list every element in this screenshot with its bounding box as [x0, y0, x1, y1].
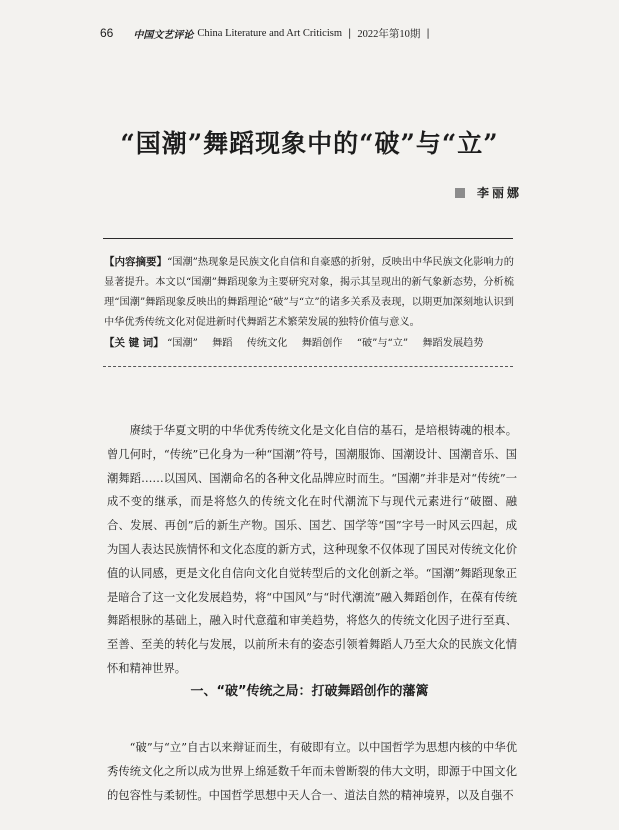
header-separator-end: |	[426, 27, 430, 39]
section-heading: 一、“破”传统之局：打破舞蹈创作的藩篱	[190, 684, 429, 699]
abstract-top-rule	[103, 238, 513, 239]
journal-name-chinese: 中国文艺评论	[133, 29, 194, 41]
body-text-continued	[107, 736, 517, 807]
running-header	[100, 24, 570, 42]
keyword: 舞蹈创作	[301, 338, 343, 349]
article-title: “国潮”舞蹈现象中的“破”与“立”	[120, 129, 499, 158]
journal-name-english: China Literature and Art Criticism	[197, 27, 342, 39]
keyword: 传统文化	[246, 338, 288, 349]
author-square-icon	[455, 188, 465, 198]
header-separator: |	[348, 27, 352, 39]
keyword: 舞蹈发展趋势	[422, 338, 484, 349]
body-text	[107, 419, 517, 681]
abstract-paragraph	[104, 252, 514, 333]
abstract-text: “国潮”热现象是民族文化自信和自豪感的折射，反映出中华民族文化影响力的显著提升。本文以“国潮”舞蹈现象为主要研究对象，揭示其呈现出的新气象新态势，分析梳理“国潮”舞蹈现象反映出的舞蹈理论“破”与“立”的诸多关系及表现，以期更加深刻地认识到中华优秀传统文化对促进新时代舞蹈艺术繁荣发展的独特价值与意义。	[104, 257, 514, 328]
abstract-label: 【内容摘要】	[104, 256, 168, 268]
keywords-label: 【关 键 词】	[104, 337, 164, 349]
page-number: 66	[100, 26, 114, 40]
abstract-block	[104, 252, 514, 354]
author-line	[455, 184, 522, 201]
author-name: 李丽娜	[477, 186, 523, 200]
abstract-bottom-rule	[103, 366, 513, 367]
body-paragraph-1: 赓续于华夏文明的中华优秀传统文化是文化自信的基石，是培根铸魂的根本。曾几何时，“传统”已化身为一种“国潮”符号，国潮服饰、国潮设计、国潮音乐、国潮舞蹈……以国风、国潮命名的各种文化品牌应时而生。“国潮”并非是对“传统”一成不变的继承，而是将悠久的传统文化在时代潮流下与现代元素进行“破圈、融合、发展、再创”后的新生产物。国乐、国艺、国学等“国”字号一时风云四起，成为国人表达民族情怀和文化态度的新方式，这种现象不仅体现了国民对传统文化价值的认同感，更是文化自信向文化自觉转型后的文化创新之举。“国潮”舞蹈现象正是暗合了这一文化发展趋势，将“中国风”与“时代潮流”融入舞蹈创作，在葆有传统舞蹈根脉的基础上，融入时代意蕴和审美趋势，将悠久的传统文化因子进行至真、至善、至美的转化与发展，以前所未有的姿态引领着舞蹈人乃至大众的民族文化情怀和精神世界。	[107, 424, 517, 675]
issue-label: 2022年第10期	[357, 28, 421, 40]
keyword: “破”与“立”	[356, 338, 409, 349]
body-paragraph-2: “破”与“立”自古以来辩证而生，有破即有立。以中国哲学为思想内核的中华优秀传统文化之所以成为世界上绵延数千年而未曾断裂的伟大文明，即源于中国文化的包容性与柔韧性。中国哲学思想中天人合一、道法自然的精神境界，以及自强不	[107, 741, 517, 802]
keyword: 舞蹈	[212, 338, 233, 349]
keywords-line	[104, 333, 514, 354]
keyword: “国潮”	[167, 338, 198, 349]
